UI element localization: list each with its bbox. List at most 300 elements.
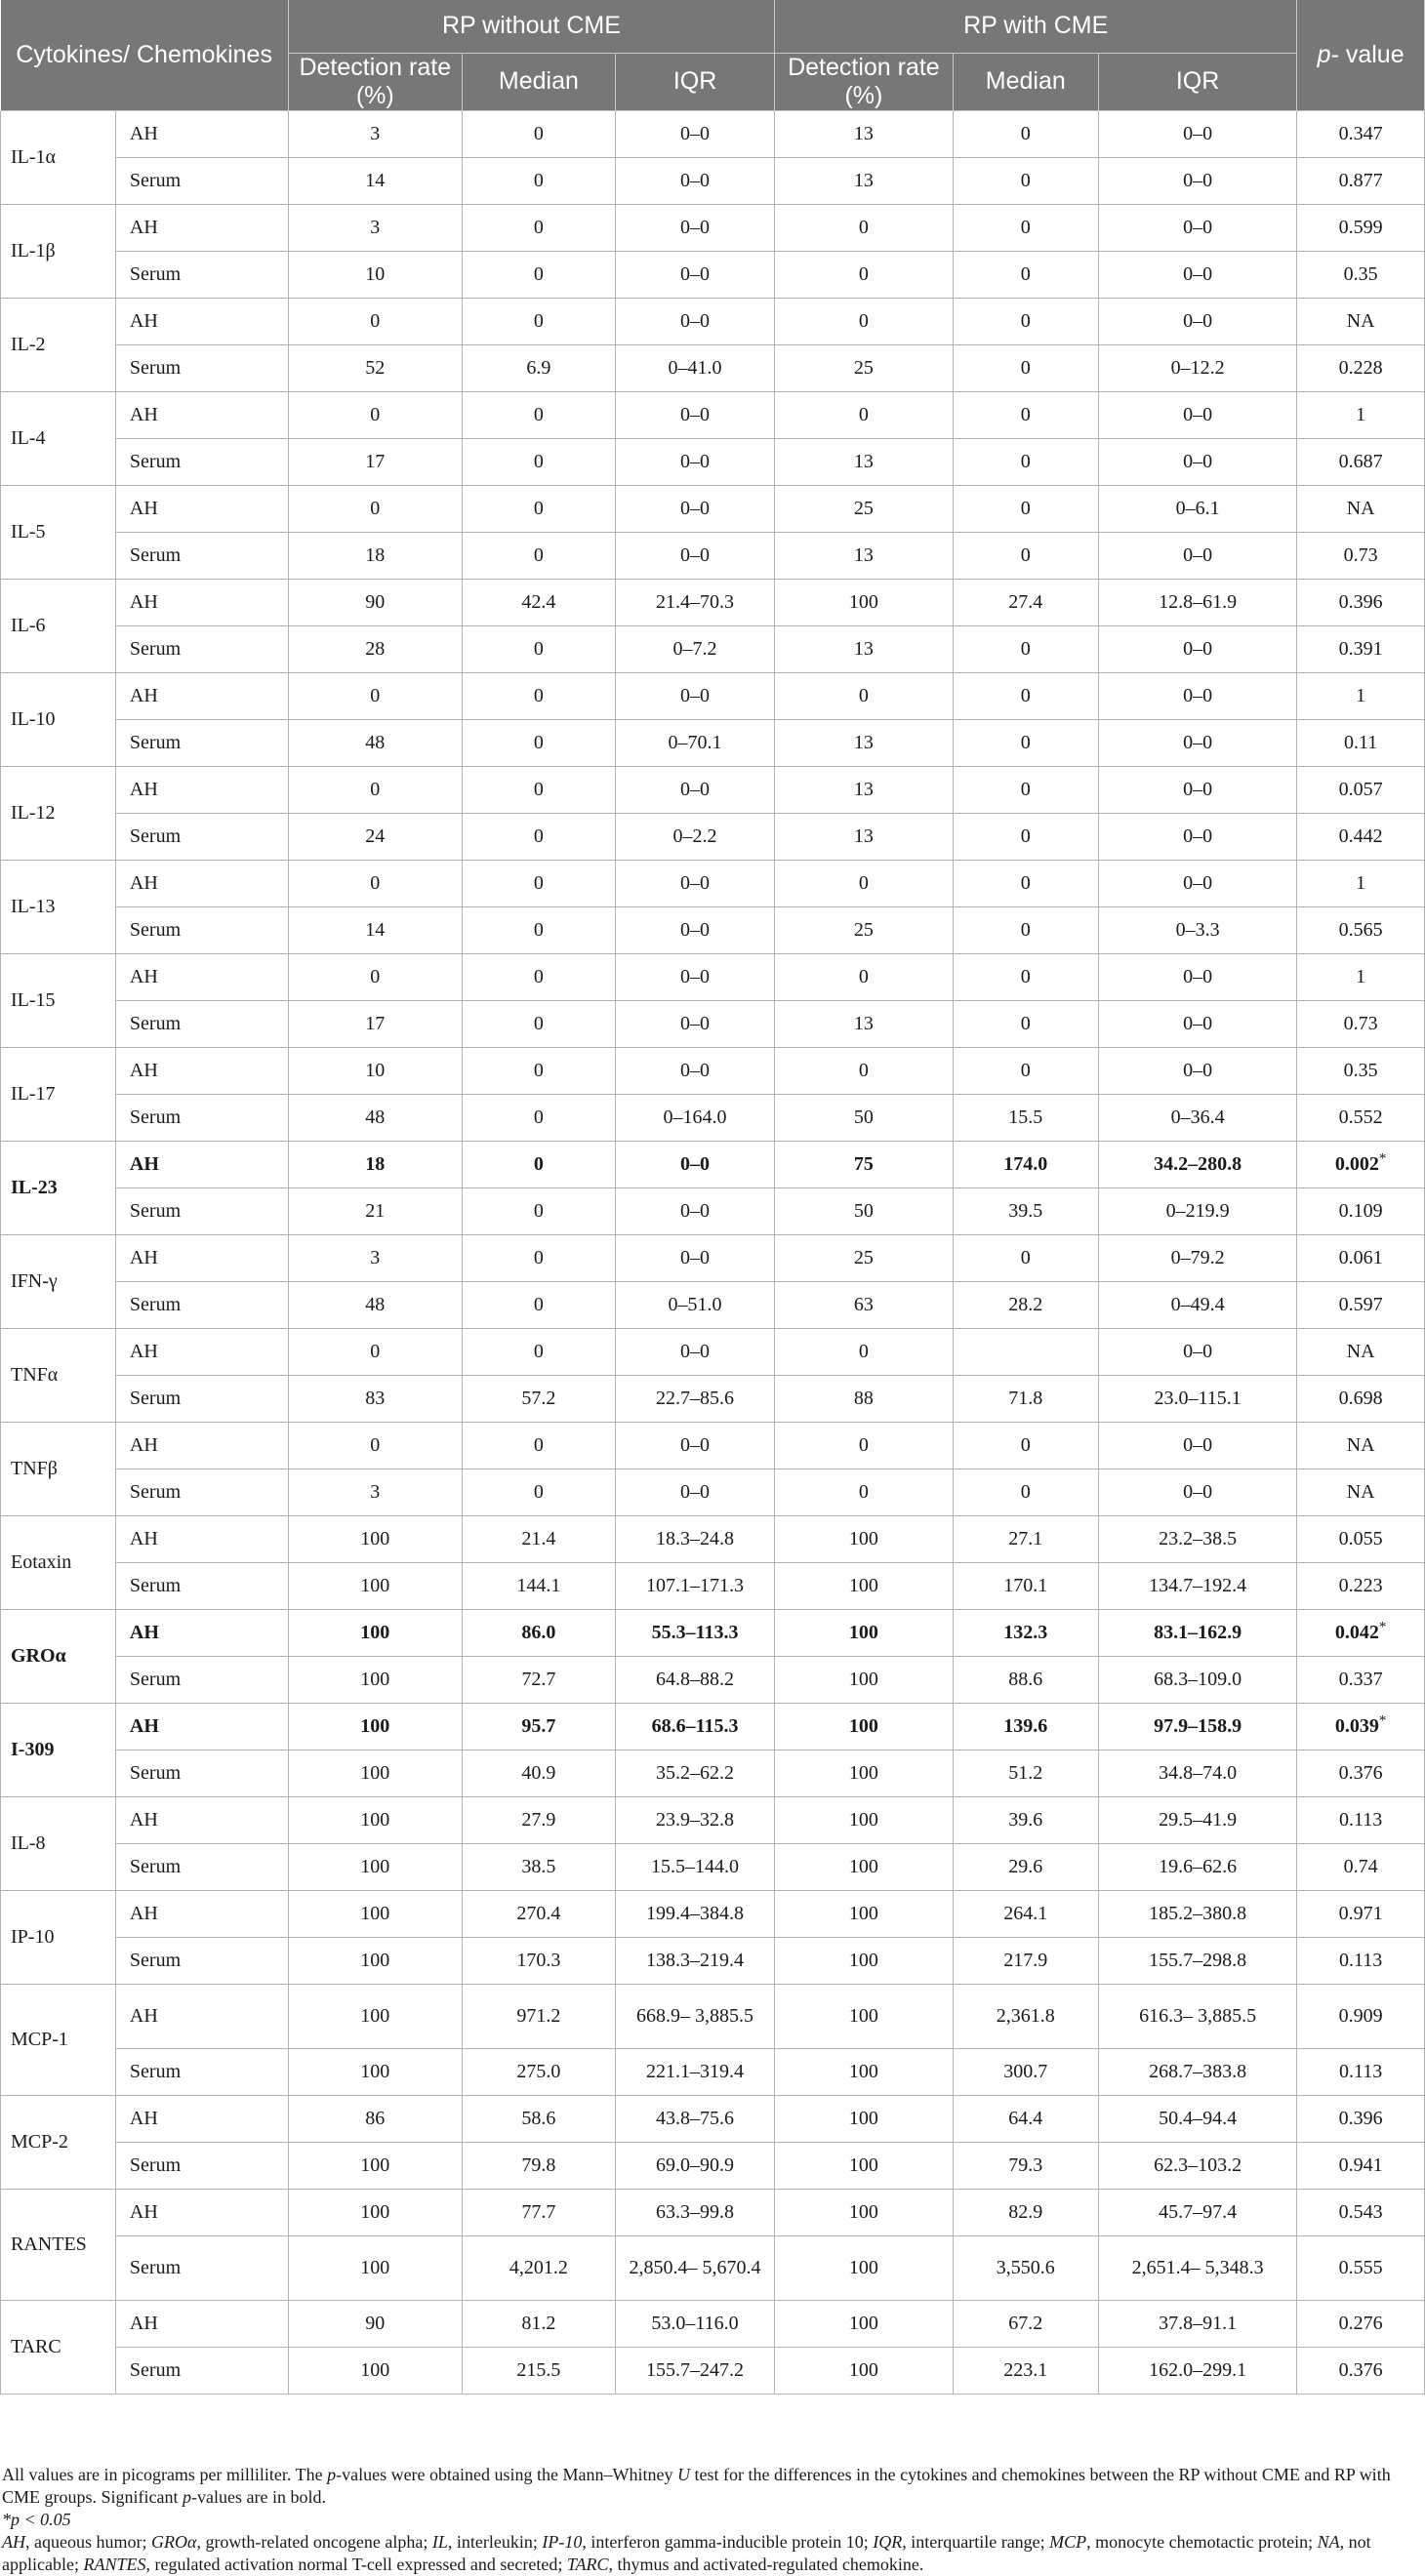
- sample-type: Serum: [115, 251, 288, 298]
- p-value-cell: [1297, 2095, 1425, 2142]
- median-with: 0: [953, 906, 1098, 953]
- sample-type: AH: [115, 110, 288, 157]
- p-value-cell: [1297, 204, 1425, 251]
- abbrev-term: NA: [1317, 2532, 1340, 2552]
- median-without: 79.8: [462, 2142, 615, 2189]
- table-row: [1, 2300, 1425, 2347]
- detection-rate-with: 0: [775, 953, 954, 1000]
- abbrev-term: TARC: [566, 2555, 609, 2574]
- table-row: [1, 157, 1425, 204]
- median-with: 170.1: [953, 1562, 1098, 1609]
- abbrev-definition: , not applicable;: [2, 2532, 1371, 2574]
- header-iqr-2: IQR: [1098, 53, 1296, 110]
- table-body: [1, 110, 1425, 2394]
- p-value: 0.391: [1338, 638, 1383, 660]
- median-with: 139.6: [953, 1703, 1098, 1750]
- p-value-cell: [1297, 1469, 1425, 1515]
- sample-type: AH: [115, 579, 288, 625]
- p-value-cell: [1297, 1234, 1425, 1281]
- detection-rate-without: 24: [288, 813, 462, 860]
- median-with: 0: [953, 625, 1098, 672]
- iqr-with: 62.3–103.2: [1098, 2142, 1296, 2189]
- table-row: [1, 1796, 1425, 1843]
- p-value-cell: [1297, 2235, 1425, 2300]
- p-value: NA: [1346, 1481, 1375, 1503]
- median-with: 29.6: [953, 1843, 1098, 1890]
- p-value: 0.055: [1338, 1528, 1383, 1550]
- p-value-cell: [1297, 672, 1425, 719]
- median-with: 0: [953, 1000, 1098, 1047]
- median-with: 0: [953, 766, 1098, 813]
- median-without: 275.0: [462, 2048, 615, 2095]
- iqr-with: 0–0: [1098, 110, 1296, 157]
- cytokine-name: IL-6: [1, 579, 116, 672]
- iqr-without: 0–0: [616, 157, 775, 204]
- median-without: 4,201.2: [462, 2235, 615, 2300]
- sample-type: Serum: [115, 906, 288, 953]
- iqr-without: 0–2.2: [616, 813, 775, 860]
- detection-rate-with: 0: [775, 1469, 954, 1515]
- detection-rate-without: 100: [288, 1843, 462, 1890]
- header-detection-rate-1: Detection rate (%): [288, 53, 462, 110]
- table-row: [1, 1469, 1425, 1515]
- footnote-text: -values are in bold.: [191, 2487, 326, 2507]
- p-value: 0.376: [1338, 1762, 1383, 1784]
- p-value-cell: [1297, 953, 1425, 1000]
- iqr-without: 2,850.4– 5,670.4: [616, 2235, 775, 2300]
- detection-rate-with: 100: [775, 1562, 954, 1609]
- median-with: 174.0: [953, 1141, 1098, 1187]
- p-value: 0.877: [1338, 170, 1383, 191]
- median-without: 0: [462, 1281, 615, 1328]
- table-row: [1, 438, 1425, 485]
- p-value: 0.74: [1343, 1856, 1378, 1877]
- header-iqr-1: IQR: [616, 53, 775, 110]
- detection-rate-with: 13: [775, 532, 954, 579]
- sample-type: AH: [115, 391, 288, 438]
- table-row: [1, 2142, 1425, 2189]
- table-row: [1, 1656, 1425, 1703]
- sample-type: Serum: [115, 719, 288, 766]
- iqr-without: 0–7.2: [616, 625, 775, 672]
- iqr-with: 0–0: [1098, 391, 1296, 438]
- detection-rate-without: 0: [288, 391, 462, 438]
- p-value-cell: [1297, 1515, 1425, 1562]
- median-without: 0: [462, 251, 615, 298]
- detection-rate-with: 100: [775, 1984, 954, 2048]
- p-value: 0.228: [1338, 357, 1383, 379]
- median-without: 270.4: [462, 1890, 615, 1937]
- table-row: [1, 1750, 1425, 1796]
- sample-type: AH: [115, 1047, 288, 1094]
- detection-rate-with: 100: [775, 1843, 954, 1890]
- p-value: 0.113: [1339, 1809, 1383, 1831]
- table-row: [1, 204, 1425, 251]
- abbrev-term: IL: [431, 2532, 448, 2552]
- sample-type: AH: [115, 2095, 288, 2142]
- table-row: [1, 719, 1425, 766]
- median-without: 0: [462, 906, 615, 953]
- header-group-without-cme: RP without CME: [288, 0, 774, 53]
- table-row: [1, 251, 1425, 298]
- abbrev-term: RANTES: [83, 2555, 146, 2574]
- median-without: 0: [462, 1328, 615, 1375]
- sample-type: AH: [115, 766, 288, 813]
- footnote-italic: p: [183, 2487, 191, 2507]
- median-with: 27.1: [953, 1515, 1098, 1562]
- iqr-without: 0–0: [616, 438, 775, 485]
- sample-type: AH: [115, 860, 288, 906]
- sample-type: AH: [115, 1796, 288, 1843]
- p-value-cell: [1297, 1000, 1425, 1047]
- iqr-without: 221.1–319.4: [616, 2048, 775, 2095]
- detection-rate-with: 0: [775, 1328, 954, 1375]
- table-row: [1, 532, 1425, 579]
- median-with: 0: [953, 251, 1098, 298]
- header-group-with-cme: RP with CME: [775, 0, 1297, 53]
- detection-rate-with: 100: [775, 2300, 954, 2347]
- median-with: 64.4: [953, 2095, 1098, 2142]
- median-without: 0: [462, 1047, 615, 1094]
- p-value-cell: [1297, 2347, 1425, 2394]
- median-with: 2,361.8: [953, 1984, 1098, 2048]
- p-value-cell: [1297, 532, 1425, 579]
- p-value: 0.396: [1338, 591, 1383, 613]
- iqr-with: 0–0: [1098, 672, 1296, 719]
- detection-rate-without: 48: [288, 719, 462, 766]
- abbrev-term: GROα: [150, 2532, 197, 2552]
- iqr-with: 0–0: [1098, 204, 1296, 251]
- footnote-text: All values are in picograms per milliliter. The: [2, 2465, 328, 2484]
- median-without: 21.4: [462, 1515, 615, 1562]
- abbrev-definition: , interleukin;: [447, 2532, 543, 2552]
- p-value-cell: [1297, 391, 1425, 438]
- detection-rate-without: 100: [288, 1515, 462, 1562]
- iqr-with: 0–0: [1098, 625, 1296, 672]
- detection-rate-without: 0: [288, 298, 462, 344]
- sample-type: AH: [115, 1328, 288, 1375]
- detection-rate-without: 100: [288, 2048, 462, 2095]
- iqr-without: 0–70.1: [616, 719, 775, 766]
- p-value-cell: [1297, 1047, 1425, 1094]
- p-value: NA: [1346, 1341, 1375, 1362]
- median-with: 0: [953, 1047, 1098, 1094]
- iqr-without: 18.3–24.8: [616, 1515, 775, 1562]
- median-with: 0: [953, 1469, 1098, 1515]
- table-row: [1, 391, 1425, 438]
- detection-rate-without: 100: [288, 1562, 462, 1609]
- detection-rate-with: 25: [775, 485, 954, 532]
- p-value-cell: [1297, 438, 1425, 485]
- median-without: 0: [462, 110, 615, 157]
- median-with: 0: [953, 532, 1098, 579]
- iqr-with: 23.2–38.5: [1098, 1515, 1296, 1562]
- median-without: 0: [462, 953, 615, 1000]
- p-value-cell: [1297, 1187, 1425, 1234]
- median-with: 217.9: [953, 1937, 1098, 1984]
- sample-type: Serum: [115, 438, 288, 485]
- median-without: 0: [462, 1469, 615, 1515]
- detection-rate-without: 0: [288, 860, 462, 906]
- cytokine-name: GROα: [1, 1609, 116, 1703]
- median-with: 39.5: [953, 1187, 1098, 1234]
- iqr-with: 0–79.2: [1098, 1234, 1296, 1281]
- iqr-with: 0–0: [1098, 157, 1296, 204]
- iqr-without: 138.3–219.4: [616, 1937, 775, 1984]
- detection-rate-without: 3: [288, 1469, 462, 1515]
- median-without: 0: [462, 625, 615, 672]
- cytokine-name: IL-10: [1, 672, 116, 766]
- iqr-with: 34.2–280.8: [1098, 1141, 1296, 1187]
- iqr-without: 69.0–90.9: [616, 2142, 775, 2189]
- detection-rate-without: 0: [288, 953, 462, 1000]
- p-value-cell: [1297, 1609, 1425, 1656]
- p-value: 0.223: [1338, 1575, 1383, 1596]
- detection-rate-with: 100: [775, 1609, 954, 1656]
- p-value-cell: [1297, 625, 1425, 672]
- sample-type: AH: [115, 204, 288, 251]
- iqr-with: 0–0: [1098, 860, 1296, 906]
- cytokine-name: IL-17: [1, 1047, 116, 1141]
- table-row: [1, 2347, 1425, 2394]
- iqr-without: 55.3–113.3: [616, 1609, 775, 1656]
- p-value: NA: [1346, 1434, 1375, 1456]
- detection-rate-without: 3: [288, 110, 462, 157]
- median-without: 0: [462, 391, 615, 438]
- median-without: 0: [462, 204, 615, 251]
- detection-rate-without: 0: [288, 672, 462, 719]
- p-value: 0.698: [1338, 1388, 1383, 1409]
- iqr-with: 0–0: [1098, 532, 1296, 579]
- table-row: [1, 1609, 1425, 1656]
- sample-type: Serum: [115, 1750, 288, 1796]
- iqr-with: 12.8–61.9: [1098, 579, 1296, 625]
- iqr-without: 0–0: [616, 672, 775, 719]
- median-without: 0: [462, 298, 615, 344]
- table-row: [1, 1281, 1425, 1328]
- detection-rate-without: 100: [288, 2347, 462, 2394]
- sample-type: Serum: [115, 1562, 288, 1609]
- sample-type: AH: [115, 1703, 288, 1750]
- detection-rate-without: 100: [288, 2235, 462, 2300]
- cytokine-name: IP-10: [1, 1890, 116, 1984]
- sample-type: Serum: [115, 1094, 288, 1141]
- median-with: 0: [953, 485, 1098, 532]
- median-with: 0: [953, 813, 1098, 860]
- cytokine-name: MCP-1: [1, 1984, 116, 2095]
- detection-rate-without: 14: [288, 157, 462, 204]
- iqr-without: 199.4–384.8: [616, 1890, 775, 1937]
- table-row: [1, 1094, 1425, 1141]
- table-row: [1, 110, 1425, 157]
- detection-rate-without: 18: [288, 1141, 462, 1187]
- p-value-cell: [1297, 1703, 1425, 1750]
- table-row: [1, 1515, 1425, 1562]
- iqr-with: 155.7–298.8: [1098, 1937, 1296, 1984]
- iqr-with: 0–219.9: [1098, 1187, 1296, 1234]
- abbrev-definition: , interferon gamma-inducible protein 10;: [582, 2532, 874, 2552]
- detection-rate-without: 90: [288, 579, 462, 625]
- detection-rate-with: 100: [775, 2048, 954, 2095]
- p-value-cell: [1297, 1890, 1425, 1937]
- detection-rate-without: 100: [288, 1937, 462, 1984]
- p-value-cell: [1297, 110, 1425, 157]
- sample-type: Serum: [115, 2048, 288, 2095]
- sample-type: AH: [115, 1984, 288, 2048]
- table-row: [1, 906, 1425, 953]
- median-without: 86.0: [462, 1609, 615, 1656]
- sample-type: AH: [115, 672, 288, 719]
- iqr-with: 68.3–109.0: [1098, 1656, 1296, 1703]
- median-without: 0: [462, 672, 615, 719]
- sample-type: Serum: [115, 532, 288, 579]
- p-value: 0.971: [1338, 1903, 1383, 1924]
- detection-rate-with: 63: [775, 1281, 954, 1328]
- detection-rate-with: 100: [775, 579, 954, 625]
- detection-rate-without: 18: [288, 532, 462, 579]
- sample-type: AH: [115, 2189, 288, 2235]
- iqr-with: 45.7–97.4: [1098, 2189, 1296, 2235]
- table-row: [1, 1328, 1425, 1375]
- detection-rate-with: 0: [775, 1422, 954, 1469]
- p-value-cell: [1297, 1796, 1425, 1843]
- iqr-without: 68.6–115.3: [616, 1703, 775, 1750]
- detection-rate-with: 100: [775, 1515, 954, 1562]
- iqr-without: 0–0: [616, 1328, 775, 1375]
- iqr-without: 0–0: [616, 1234, 775, 1281]
- table-row: [1, 485, 1425, 532]
- p-value: 0.73: [1343, 544, 1378, 566]
- detection-rate-without: 3: [288, 1234, 462, 1281]
- median-with: 0: [953, 719, 1098, 766]
- abbrev-term: IQR: [873, 2532, 903, 2552]
- iqr-with: 0–0: [1098, 1000, 1296, 1047]
- median-with: 0: [953, 953, 1098, 1000]
- median-with: 39.6: [953, 1796, 1098, 1843]
- p-value: 0.565: [1338, 919, 1383, 941]
- iqr-without: 15.5–144.0: [616, 1843, 775, 1890]
- sample-type: AH: [115, 1422, 288, 1469]
- p-value: 0.347: [1338, 123, 1383, 144]
- iqr-without: 35.2–62.2: [616, 1750, 775, 1796]
- cytokine-name: TNFα: [1, 1328, 116, 1422]
- detection-rate-without: 83: [288, 1375, 462, 1422]
- iqr-without: 0–0: [616, 906, 775, 953]
- iqr-with: 0–0: [1098, 251, 1296, 298]
- p-value: 0.396: [1338, 2108, 1383, 2129]
- median-without: 77.7: [462, 2189, 615, 2235]
- sample-type: Serum: [115, 1937, 288, 1984]
- median-without: 0: [462, 438, 615, 485]
- p-value-cell: [1297, 344, 1425, 391]
- p-value-cell: [1297, 298, 1425, 344]
- median-with: 0: [953, 391, 1098, 438]
- cytokine-name: IL-4: [1, 391, 116, 485]
- detection-rate-with: 100: [775, 2347, 954, 2394]
- detection-rate-with: 13: [775, 110, 954, 157]
- abbrev-definition: , monocyte chemotactic protein;: [1086, 2532, 1318, 2552]
- median-with: 82.9: [953, 2189, 1098, 2235]
- iqr-without: 43.8–75.6: [616, 2095, 775, 2142]
- detection-rate-without: 0: [288, 1422, 462, 1469]
- detection-rate-without: 100: [288, 1796, 462, 1843]
- sample-type: Serum: [115, 1843, 288, 1890]
- median-without: 0: [462, 532, 615, 579]
- abbrev-term: MCP: [1049, 2532, 1087, 2552]
- iqr-with: 29.5–41.9: [1098, 1796, 1296, 1843]
- detection-rate-with: 13: [775, 766, 954, 813]
- iqr-without: 0–41.0: [616, 344, 775, 391]
- median-without: 38.5: [462, 1843, 615, 1890]
- sample-type: Serum: [115, 1375, 288, 1422]
- iqr-without: 0–0: [616, 1141, 775, 1187]
- median-without: 170.3: [462, 1937, 615, 1984]
- sample-type: Serum: [115, 1469, 288, 1515]
- abbrev-term: IP-10: [542, 2532, 583, 2552]
- p-value: NA: [1346, 498, 1375, 519]
- detection-rate-without: 100: [288, 2189, 462, 2235]
- median-with: 27.4: [953, 579, 1098, 625]
- significance-marker: *: [1378, 1712, 1387, 1729]
- cytokine-name: IL-1β: [1, 204, 116, 298]
- cytokine-name: IFN-γ: [1, 1234, 116, 1328]
- sample-type: AH: [115, 1609, 288, 1656]
- p-value: 0.113: [1339, 2061, 1383, 2082]
- p-value-cell: [1297, 906, 1425, 953]
- iqr-with: 97.9–158.9: [1098, 1703, 1296, 1750]
- p-value-cell: [1297, 1843, 1425, 1890]
- p-value-cell: [1297, 157, 1425, 204]
- median-without: 0: [462, 1000, 615, 1047]
- cytokine-name: I-309: [1, 1703, 116, 1796]
- footnote-text: -values were obtained using the Mann–Whitney: [336, 2465, 677, 2484]
- footnote-italic: p: [327, 2465, 337, 2484]
- p-value: 0.941: [1338, 2154, 1383, 2176]
- detection-rate-with: 13: [775, 438, 954, 485]
- header-cytokines: Cytokines/ Chemokines: [1, 0, 289, 110]
- sample-type: Serum: [115, 157, 288, 204]
- p-value-cell: [1297, 1937, 1425, 1984]
- detection-rate-with: 100: [775, 1937, 954, 1984]
- median-with: 51.2: [953, 1750, 1098, 1796]
- median-without: 971.2: [462, 1984, 615, 2048]
- p-value-cell: [1297, 1562, 1425, 1609]
- iqr-with: 0–0: [1098, 766, 1296, 813]
- detection-rate-with: 25: [775, 344, 954, 391]
- p-value-cell: [1297, 2189, 1425, 2235]
- p-value: 0.113: [1339, 1950, 1383, 1971]
- detection-rate-without: 48: [288, 1094, 462, 1141]
- iqr-without: 0–0: [616, 391, 775, 438]
- iqr-without: 0–0: [616, 532, 775, 579]
- table-row: [1, 2048, 1425, 2095]
- p-value: 0.337: [1338, 1669, 1383, 1690]
- detection-rate-with: 100: [775, 1796, 954, 1843]
- p-value-cell: [1297, 766, 1425, 813]
- iqr-without: 0–0: [616, 298, 775, 344]
- table-row: [1, 298, 1425, 344]
- table-row: [1, 2095, 1425, 2142]
- detection-rate-with: 100: [775, 2095, 954, 2142]
- detection-rate-without: 21: [288, 1187, 462, 1234]
- iqr-without: 21.4–70.3: [616, 579, 775, 625]
- median-with: 0: [953, 1422, 1098, 1469]
- iqr-without: 0–0: [616, 110, 775, 157]
- iqr-without: 0–164.0: [616, 1094, 775, 1141]
- table-row: [1, 766, 1425, 813]
- p-value-cell: [1297, 1984, 1425, 2048]
- iqr-without: 64.8–88.2: [616, 1656, 775, 1703]
